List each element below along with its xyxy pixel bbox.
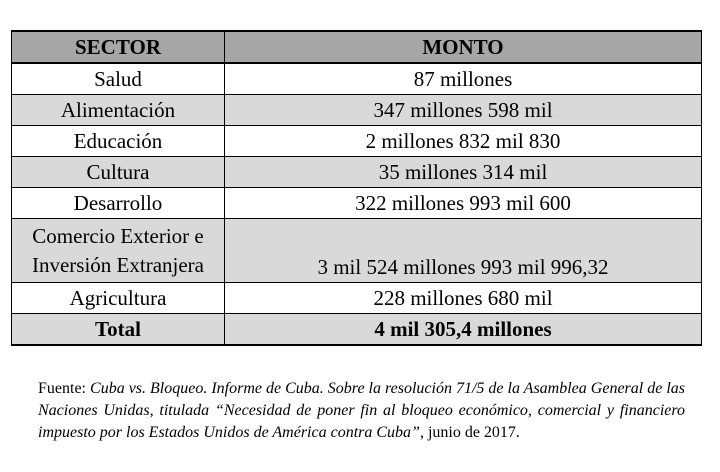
sector-cell: Cultura <box>12 157 225 188</box>
sector-cell: Salud <box>12 63 225 95</box>
sector-cell: Comercio Exterior e Inversión Extranjera <box>12 219 225 283</box>
source-date: , junio de 2017. <box>419 424 520 441</box>
monto-cell: 347 millones 598 mil <box>225 95 702 126</box>
monto-cell: 35 millones 314 mil <box>225 157 702 188</box>
sector-cell: Desarrollo <box>12 188 225 219</box>
monto-cell: 3 mil 524 millones 993 mil 996,32 <box>225 219 702 283</box>
table-row <box>12 63 702 95</box>
table-row <box>12 126 702 157</box>
monto-cell: 228 millones 680 mil <box>225 283 702 314</box>
header-sector: SECTOR <box>12 31 225 63</box>
table-header-row <box>12 31 702 63</box>
monto-cell: 87 millones <box>225 63 702 95</box>
sector-cell: Agricultura <box>12 283 225 314</box>
table-row <box>12 283 702 314</box>
source-citation: Cuba vs. Bloqueo. Informe de Cuba. Sobre la resolución 71/5 de la Asamblea General de las Naciones Unidas, titulada “Necesidad de poner fin al bloqueo económico, comercial y financiero impuesto por los Estados Unidos de América contra Cuba” <box>38 380 686 441</box>
total-amount: 4 mil 305,4 millones <box>225 314 702 346</box>
source-note <box>38 378 685 444</box>
header-monto: MONTO <box>225 31 702 63</box>
table-row <box>12 219 702 283</box>
monto-cell: 322 millones 993 mil 600 <box>225 188 702 219</box>
table-row <box>12 95 702 126</box>
total-label: Total <box>12 314 225 346</box>
funding-table <box>11 30 702 346</box>
table-row <box>12 157 702 188</box>
sector-cell: Educación <box>12 126 225 157</box>
table-row <box>12 188 702 219</box>
sector-cell: Alimentación <box>12 95 225 126</box>
source-label: Fuente: <box>38 380 86 397</box>
total-row <box>12 314 702 346</box>
monto-cell: 2 millones 832 mil 830 <box>225 126 702 157</box>
